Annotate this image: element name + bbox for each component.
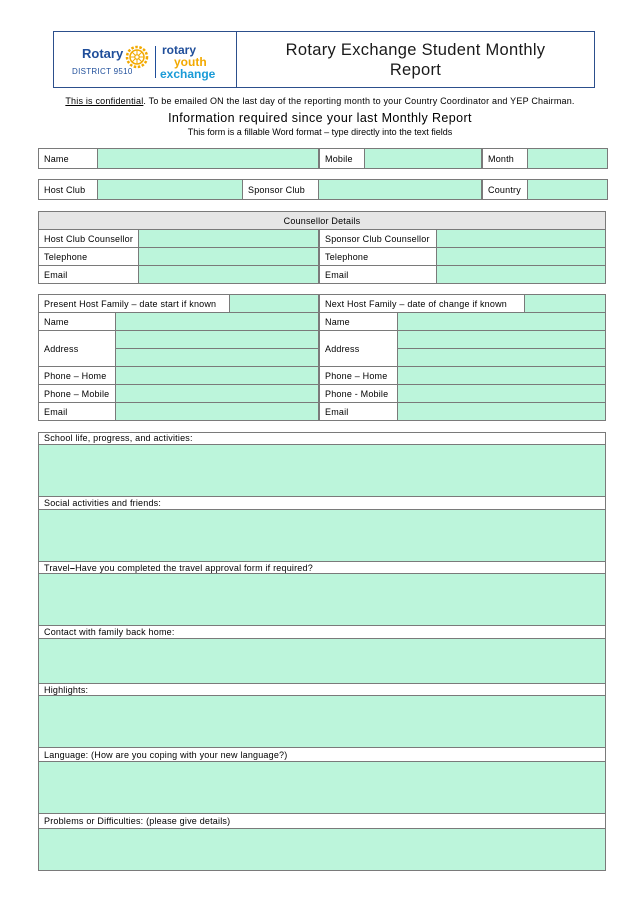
- present-family-email-field[interactable]: [115, 402, 319, 421]
- host-club-counsellor-field[interactable]: [138, 229, 319, 248]
- district-text: DISTRICT 9510: [72, 67, 133, 76]
- host-club-label: Host Club: [38, 179, 98, 200]
- travel-prefix: Travel: [44, 562, 70, 573]
- present-family-phone-home-field[interactable]: [115, 366, 319, 385]
- host-counsellor-email-label: Email: [38, 265, 139, 284]
- next-family-name-field[interactable]: [397, 312, 606, 331]
- school-section-label: School life, progress, and activities:: [38, 432, 606, 445]
- highlights-section-label: Highlights:: [38, 683, 606, 696]
- host-counsellor-email-field[interactable]: [138, 265, 319, 284]
- contact-section-label: Contact with family back home:: [38, 625, 606, 639]
- title-line2: Report: [389, 60, 442, 79]
- next-host-family-title: Next Host Family – date of change if known: [319, 294, 525, 313]
- present-family-name-label: Name: [38, 312, 116, 331]
- rotary-wheel-icon: [125, 45, 149, 69]
- next-family-address-line2-field[interactable]: [397, 348, 606, 367]
- title-line1: Rotary Exchange Student Monthly: [285, 40, 546, 59]
- rotary-logo-text: Rotary: [82, 46, 124, 61]
- mobile-label: Mobile: [319, 148, 365, 169]
- sponsor-counsellor-email-field[interactable]: [436, 265, 606, 284]
- present-family-phone-mobile-label: Phone – Mobile: [38, 384, 116, 403]
- host-club-counsellor-label: Host Club Counsellor: [38, 229, 139, 248]
- social-section-label: Social activities and friends:: [38, 496, 606, 510]
- travel-rest: Have you completed the travel approval form if required?: [75, 562, 313, 573]
- ryex-logo-line2: youth: [174, 55, 207, 69]
- host-counsellor-telephone-label: Telephone: [38, 247, 139, 266]
- social-section-field[interactable]: [38, 509, 606, 562]
- problems-section-field[interactable]: [38, 828, 606, 871]
- confidential-notice: [0, 96, 640, 106]
- report-header: [53, 31, 595, 88]
- name-label: Name: [38, 148, 98, 169]
- month-label: Month: [482, 148, 528, 169]
- counsellor-section-title: Counsellor Details: [38, 211, 606, 230]
- next-family-email-field[interactable]: [397, 402, 606, 421]
- next-host-family-date-field[interactable]: [524, 294, 606, 313]
- language-section-label: Language: (How are you coping with your new language?): [38, 747, 606, 762]
- ryex-logo-line1: rotary: [162, 43, 197, 57]
- logo-divider: [155, 46, 156, 78]
- host-counsellor-telephone-field[interactable]: [138, 247, 319, 266]
- travel-dash: –: [69, 562, 76, 573]
- country-label: Country: [482, 179, 528, 200]
- problems-section-label: Problems or Difficulties: (please give details): [38, 813, 606, 829]
- ryex-logo-line3: exchange: [160, 67, 216, 81]
- form-heading: Information required since your last Monthly Report: [168, 111, 472, 125]
- sponsor-club-counsellor-label: Sponsor Club Counsellor: [319, 229, 437, 248]
- next-family-address-line1-field[interactable]: [397, 330, 606, 349]
- sponsor-club-field[interactable]: [318, 179, 482, 200]
- next-family-name-label: Name: [319, 312, 398, 331]
- next-family-email-label: Email: [319, 402, 398, 421]
- highlights-section-field[interactable]: [38, 695, 606, 748]
- sponsor-counsellor-telephone-field[interactable]: [436, 247, 606, 266]
- school-section-field[interactable]: [38, 444, 606, 497]
- present-family-address-line1-field[interactable]: [115, 330, 319, 349]
- mobile-field[interactable]: [364, 148, 482, 169]
- next-family-phone-home-field[interactable]: [397, 366, 606, 385]
- next-family-address-label: Address: [319, 330, 398, 367]
- next-family-phone-mobile-field[interactable]: [397, 384, 606, 403]
- next-family-phone-home-label: Phone – Home: [319, 366, 398, 385]
- sponsor-club-label: Sponsor Club: [242, 179, 319, 200]
- present-host-family-title: Present Host Family – date start if known: [38, 294, 230, 313]
- confidential-text: This is confidential: [65, 96, 144, 106]
- contact-section-field[interactable]: [38, 638, 606, 684]
- present-family-address-label: Address: [38, 330, 116, 367]
- present-host-family-date-field[interactable]: [229, 294, 319, 313]
- present-family-phone-home-label: Phone – Home: [38, 366, 116, 385]
- form-subheading: This form is a fillable Word format – type directly into the text fields: [187, 127, 453, 137]
- sponsor-counsellor-email-label: Email: [319, 265, 437, 284]
- name-field[interactable]: [97, 148, 319, 169]
- present-family-email-label: Email: [38, 402, 116, 421]
- page-title: [237, 32, 594, 87]
- present-family-name-field[interactable]: [115, 312, 319, 331]
- host-club-field[interactable]: [97, 179, 243, 200]
- notice-rest: . To be emailed ON the last day of the reporting month to your Country Coordinator and YEP Chairman.: [143, 96, 575, 106]
- sponsor-club-counsellor-field[interactable]: [436, 229, 606, 248]
- next-family-phone-mobile-label: Phone - Mobile: [319, 384, 398, 403]
- present-family-phone-mobile-field[interactable]: [115, 384, 319, 403]
- present-family-address-line2-field[interactable]: [115, 348, 319, 367]
- logo-cell: [54, 32, 237, 87]
- country-field[interactable]: [527, 179, 608, 200]
- month-field[interactable]: [527, 148, 608, 169]
- travel-section-field[interactable]: [38, 573, 606, 626]
- language-section-field[interactable]: [38, 761, 606, 814]
- sponsor-counsellor-telephone-label: Telephone: [319, 247, 437, 266]
